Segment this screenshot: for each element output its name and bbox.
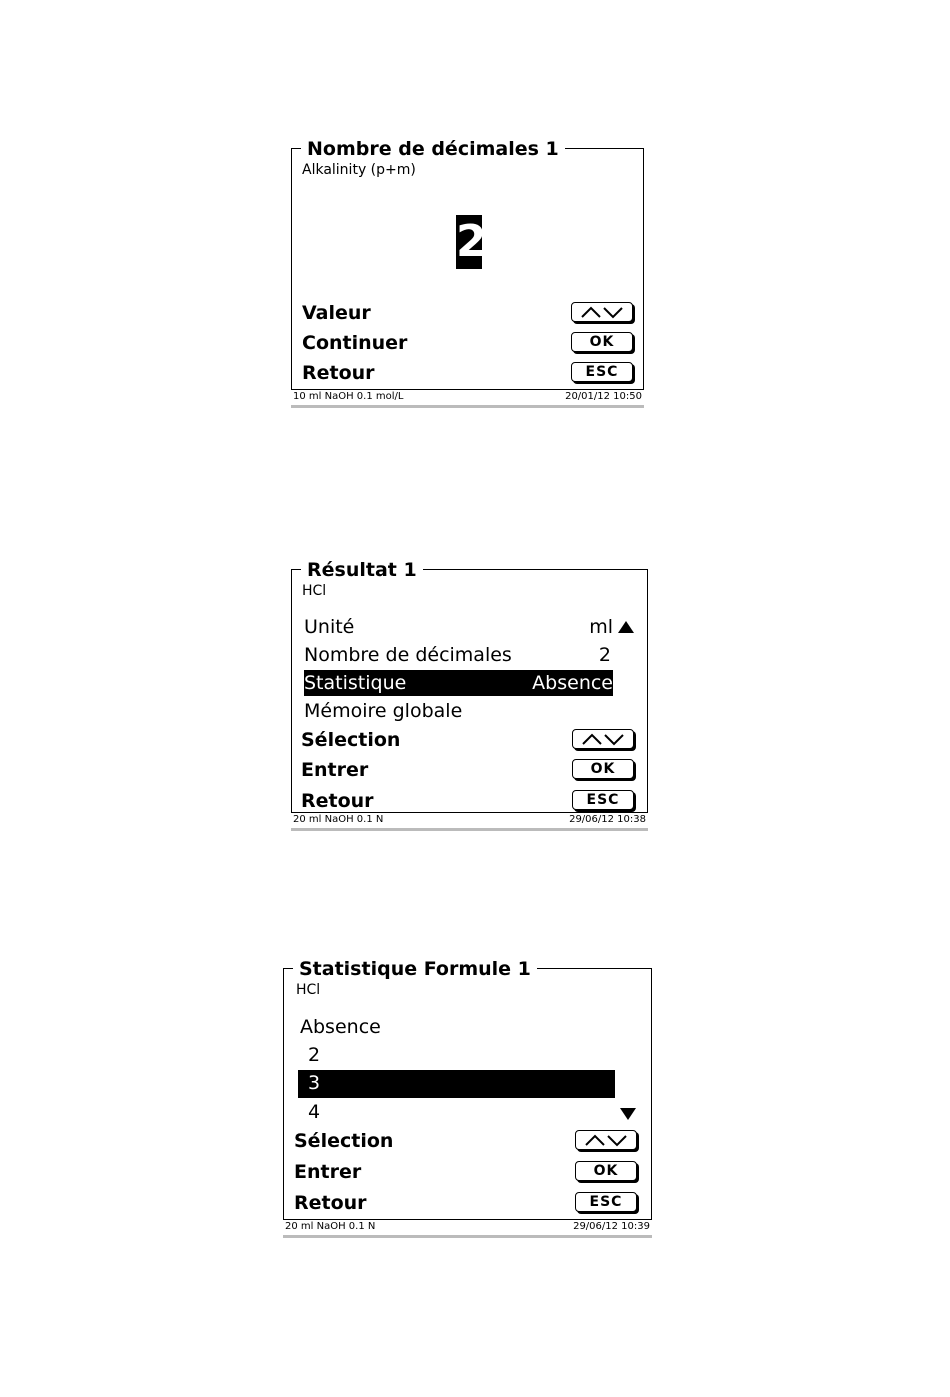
action-enter[interactable] <box>301 757 634 783</box>
menu-item-label: Nombre de décimales <box>304 644 512 666</box>
action-label: Continuer <box>302 332 408 354</box>
screen-title: Nombre de décimales 1 <box>301 138 565 160</box>
screen-frame <box>283 958 652 1220</box>
screen-decimal-places <box>291 138 644 408</box>
ok-key-button[interactable]: OK <box>571 332 633 352</box>
screen-subtitle: HCl <box>296 982 321 998</box>
menu-item-value: 2 <box>598 644 611 666</box>
menu-item-label: Mémoire globale <box>304 700 463 722</box>
status-bar <box>291 813 648 831</box>
status-reagent: 20 ml NaOH 0.1 N <box>293 814 384 825</box>
screen-result <box>291 559 648 831</box>
action-select[interactable] <box>294 1128 637 1154</box>
action-label: Sélection <box>294 1130 394 1152</box>
action-label: Retour <box>301 790 374 812</box>
option-item[interactable] <box>298 1099 637 1125</box>
action-label: Sélection <box>301 729 401 751</box>
menu-item-decimals[interactable] <box>302 642 613 668</box>
menu-item-statistics[interactable] <box>304 670 613 696</box>
option-item[interactable] <box>298 1042 615 1068</box>
screen-title: Statistique Formule 1 <box>293 958 537 980</box>
up-down-arrows-icon <box>583 1133 629 1147</box>
menu-item-label: Unité <box>304 616 355 638</box>
status-reagent: 20 ml NaOH 0.1 N <box>285 1221 376 1232</box>
screen-subtitle: Alkalinity (p+m) <box>302 162 416 178</box>
action-label: Entrer <box>301 759 369 781</box>
option-item-selected[interactable] <box>298 1070 615 1098</box>
ok-key-button[interactable]: OK <box>575 1161 637 1181</box>
screen-statistics-formula <box>283 958 652 1238</box>
esc-key-button[interactable]: ESC <box>572 790 634 810</box>
action-label: Retour <box>294 1192 367 1214</box>
action-select[interactable] <box>301 727 634 753</box>
menu-item-label: Statistique <box>304 672 407 694</box>
status-bar <box>291 390 644 408</box>
screen-subtitle: HCl <box>302 583 327 599</box>
action-enter[interactable] <box>294 1159 637 1185</box>
screen-frame <box>291 559 648 813</box>
menu-item-value: ml <box>589 616 613 638</box>
option-item[interactable] <box>298 1014 615 1040</box>
up-down-arrows-icon <box>579 305 625 319</box>
action-label: Valeur <box>302 302 371 324</box>
scroll-up-icon[interactable] <box>617 620 635 634</box>
menu-item-unit[interactable] <box>302 614 635 640</box>
status-datetime: 29/06/12 10:39 <box>573 1221 650 1232</box>
action-back[interactable] <box>302 360 633 386</box>
ok-key-button[interactable]: OK <box>572 759 634 779</box>
action-label: Entrer <box>294 1161 362 1183</box>
option-label: 4 <box>308 1101 321 1123</box>
status-bar <box>283 1220 652 1238</box>
screen-frame <box>291 138 644 390</box>
menu-item-global-memory[interactable] <box>302 698 613 724</box>
screen-title: Résultat 1 <box>301 559 423 581</box>
status-datetime: 29/06/12 10:38 <box>569 814 646 825</box>
option-label: 2 <box>308 1044 321 1066</box>
status-datetime: 20/01/12 10:50 <box>565 391 642 402</box>
status-reagent: 10 ml NaOH 0.1 mol/L <box>293 391 404 402</box>
action-label: Retour <box>302 362 375 384</box>
esc-key-button[interactable]: ESC <box>571 362 633 382</box>
updown-key-button[interactable] <box>572 729 634 749</box>
esc-key-button[interactable]: ESC <box>575 1192 637 1212</box>
decimal-value-field[interactable]: 2 <box>456 216 487 267</box>
option-label: Absence <box>300 1016 381 1038</box>
action-continue[interactable] <box>302 330 633 356</box>
updown-key-button[interactable] <box>575 1130 637 1150</box>
menu-item-value: Absence <box>532 672 613 694</box>
action-back[interactable] <box>294 1190 637 1216</box>
scroll-down-icon[interactable] <box>619 1107 637 1121</box>
action-value[interactable] <box>302 300 633 326</box>
option-label: 3 <box>308 1072 321 1094</box>
updown-key-button[interactable] <box>571 302 633 322</box>
up-down-arrows-icon <box>580 732 626 746</box>
